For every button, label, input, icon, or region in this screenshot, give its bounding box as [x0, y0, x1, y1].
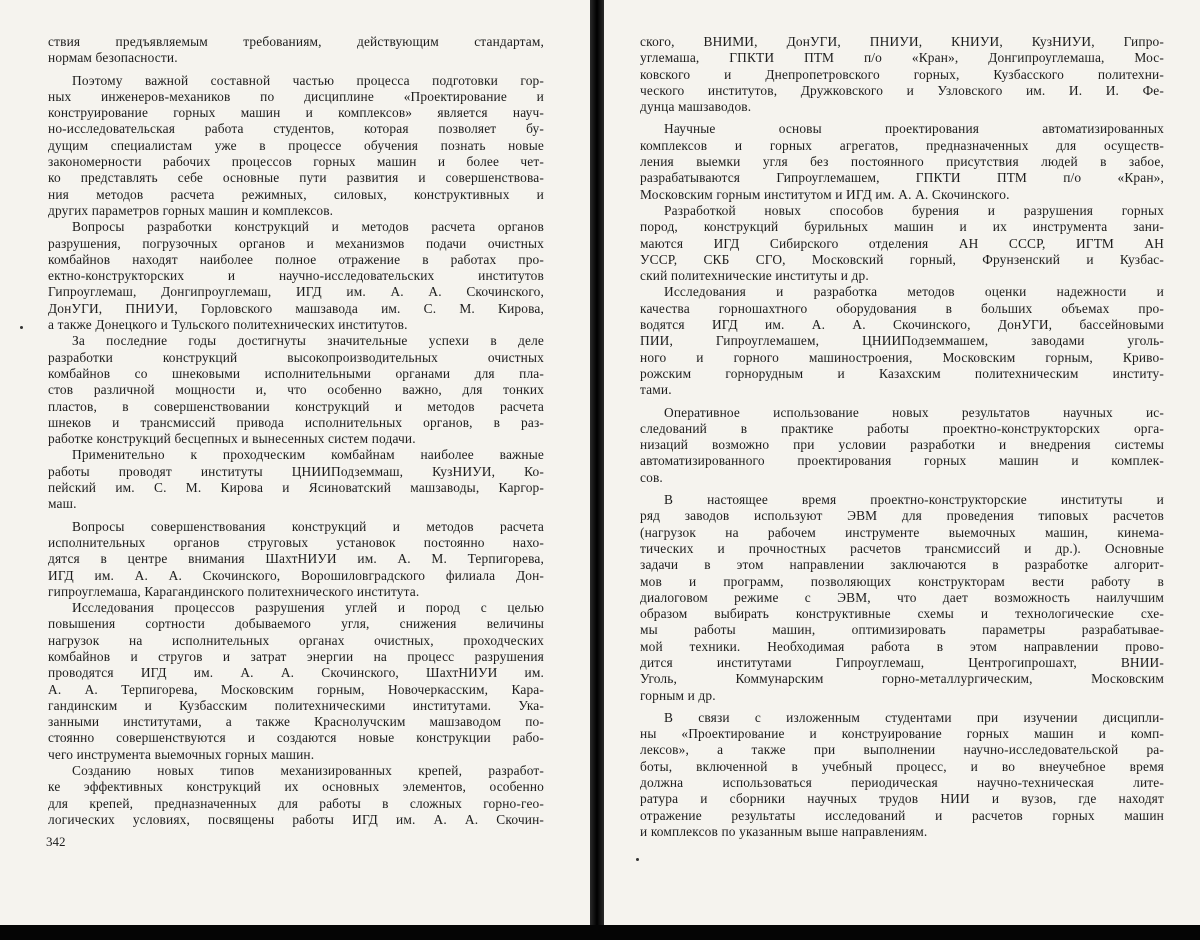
text-line: Оперативное использование новых результатов научных ис- — [664, 404, 1164, 420]
text-line: горным и др. — [640, 687, 716, 703]
text-line: Вопросы совершенствования конструкций и методов расчета — [72, 518, 544, 534]
text-line: мы работы машин, оптимизировать параметры разрабатывае- — [640, 622, 1164, 638]
scan-edge — [0, 925, 1200, 940]
text-line: ского, ВНИМИ, ДонУГИ, ПНИУИ, КНИУИ, КузНИУИ, Гипро- — [640, 34, 1164, 49]
text-line: работы проводят институты ЦНИИПодземмаш, КузНИУИ, Ко- — [48, 463, 544, 479]
text-line: комбайнов со шнековыми исполнительными органами для пла- — [48, 365, 544, 381]
text-line: ствия предъявляемым требованиям, действующим стандартам, — [48, 34, 544, 49]
text-line: гипроуглемаша, Карагандинского политехнического института. — [48, 583, 420, 599]
text-line: низаций возможно при условии разработки и внедрения системы — [640, 437, 1164, 453]
text-line: Исследования процессов разрушения углей и пород с целью — [72, 600, 544, 616]
text-line: дунца машзаводов. — [640, 99, 752, 115]
text-line: В связи с изложенным студентами при изучении дисципли- — [664, 709, 1164, 725]
text-line: За последние годы достигнуты значительные успехи в деле — [72, 333, 544, 349]
text-line: УССР, СКБ СГО, Московский горный, Фрунзенский и Кузбас- — [640, 251, 1164, 267]
left-page-text — [48, 34, 544, 828]
ink-speck — [636, 858, 639, 861]
text-line: ектно-конструкторских и научно-исследовательских институтов — [48, 268, 544, 284]
right-page-text — [640, 34, 1164, 840]
text-line: конструирование горных машин и комплексов» является науч- — [48, 105, 544, 121]
text-line: дущим специалистам уже в процессе обучения познать новые — [48, 137, 544, 153]
text-line: маш. — [48, 496, 77, 512]
text-line: ратура и сборники научных трудов НИИ и вузов, где находят — [640, 791, 1164, 807]
text-line: мов и программ, позволяющих конструкторам вести работу в — [640, 573, 1164, 589]
text-line: Созданию новых типов механизированных крепей, разработ- — [72, 763, 544, 779]
text-line: Гипроуглемаш, Донгипроуглемаш, ИГД им. А. А. Скочинского, — [48, 284, 544, 300]
text-line: ных инженеров-механиков по дисциплине «Проектирование и — [48, 88, 544, 104]
text-line: следований в практике работы проектно-конструкторских орга- — [640, 420, 1164, 436]
text-line: других параметров горных машин и комплексов. — [48, 202, 334, 218]
text-line: углемаша, ГПКТИ ПТМ п/о «Кран», Донгипроуглемаша, Мос- — [640, 50, 1164, 66]
text-line: Московским горным институтом и ИГД им. А. А. Скочинского. — [640, 186, 1010, 202]
text-line: логических условиях, посвящены работы ИГД им. А. А. Скочин- — [48, 811, 544, 827]
text-line: образом выбирать конструктивные схемы и технологические схе- — [640, 606, 1164, 622]
text-line: работке конструкций бесцепных и вынесенных систем подачи. — [48, 431, 416, 447]
text-line: Исследования и разработка методов оценки надежности и — [664, 284, 1164, 300]
text-line: тических и прочностных расчетов трансмиссий и др.). Основные — [640, 540, 1164, 556]
text-line: дится институтами Гипроуглемаш, Центрогипрошахт, ВНИИ- — [640, 654, 1164, 670]
text-line: рожским горнорудным и Казахским политехническим институ- — [640, 365, 1164, 381]
text-line: гандинским и Кузбасским политехническими институтами. Ука- — [48, 697, 544, 713]
text-line: но-исследовательская работа студентов, которая позволяет бу- — [48, 121, 544, 137]
text-line: исполнительных органов струговых установок постоянно нахо- — [48, 534, 544, 550]
text-line: диалоговом режиме с ЭВМ, что дает возможность наилучшим — [640, 589, 1164, 605]
text-line: чего инструмента выемочных горных машин. — [48, 746, 315, 762]
page-number: 342 — [46, 834, 66, 849]
text-line: водятся ИГД им. А. А. Скочинского, ДонУГИ, бассейновыми — [640, 317, 1164, 333]
text-line: Разработкой новых способов бурения и разрушения горных — [664, 202, 1164, 218]
text-line: Уголь, Коммунарским горно-металлургическим, Московским — [640, 671, 1164, 687]
text-line: повышения сортности добываемого угля, снижения величины — [48, 616, 544, 632]
text-line: ко представлять себе основные пути развития и совершенствова- — [48, 170, 544, 186]
left-page — [0, 0, 590, 925]
text-line: сов. — [640, 469, 663, 485]
text-line: комбайнов находят наиболее полное отражение в работах про- — [48, 251, 544, 267]
text-line: закономерности рабочих процессов горных машин и более чет- — [48, 154, 544, 170]
text-line: задачи в этом направлении заключаются в разработке алгорит- — [640, 557, 1164, 573]
text-line: маются ИГД Сибирского отделения АН СССР, ИГТМ АН — [640, 235, 1164, 251]
text-line: и комплексов по указанным выше направлениям. — [640, 823, 928, 839]
text-line: пород, конструкций бурильных машин и их инструмента зани- — [640, 219, 1164, 235]
text-line: ковского и Днепропетровского горных, Кузбасского политехни- — [640, 66, 1164, 82]
text-line: качества горношахтного оборудования в больших объемах про- — [640, 300, 1164, 316]
text-line: а также Донецкого и Тульского политехнических институтов. — [48, 317, 408, 333]
text-line: ния методов расчета режимных, силовых, конструктивных и — [48, 186, 544, 202]
text-line: комплексов и горных агрегатов, предназначенных для осуществ- — [640, 137, 1164, 153]
text-line: ления выемки угля без постоянного присутствия людей в забое, — [640, 154, 1164, 170]
text-line: ряд заводов используют ЭВМ для проведения типовых расчетов — [640, 508, 1164, 524]
text-line: ного и горного машиностроения, Московским горным, Криво- — [640, 349, 1164, 365]
text-line: Научные основы проектирования автоматизированных — [664, 121, 1164, 137]
text-line: лексов», а также при выполнении научно-исследовательской ра- — [640, 742, 1164, 758]
text-line: ДонУГИ, ПНИУИ, Горловского машзавода им. С. М. Кирова, — [48, 300, 544, 316]
text-line: ке эффективных конструкций их основных элементов, особенно — [48, 779, 544, 795]
text-line: В настоящее время проектно-конструкторские институты и — [664, 492, 1164, 508]
text-line: отражение результаты исследований и расчетов горных машин — [640, 807, 1164, 823]
right-page — [604, 0, 1200, 925]
text-line: ны «Проектирование и конструирование горных машин и комп- — [640, 726, 1164, 742]
text-line: ский политехнические институты и др. — [640, 268, 869, 284]
text-line: нагрузок на исполнительных органах очистных, проходческих — [48, 632, 544, 648]
text-line: тами. — [640, 382, 672, 398]
text-line: шнеков и трансмиссий привода исполнительных органов, в раз- — [48, 414, 544, 430]
text-line: нормам безопасности. — [48, 50, 178, 66]
text-line: автоматизированного проектирования горных машин и комплек- — [640, 453, 1164, 469]
text-line: Поэтому важной составной частью процесса подготовки гор- — [72, 72, 544, 88]
text-line: разрабатываются Гипроуглемашем, ГПКТИ ПТМ п/о «Кран», — [640, 170, 1164, 186]
text-line: ческого институтов, Дружковского и Узловского им. И. И. Фе- — [640, 82, 1164, 98]
text-line: ПИИ, Гипроуглемашем, ЦНИИПодземмашем, заводами уголь- — [640, 333, 1164, 349]
text-line: мой техники. Необходимая работа в этом направлении прово- — [640, 638, 1164, 654]
text-line: стов различной мощности и, что особенно важно, для тонких — [48, 382, 544, 398]
text-line: дятся в центре внимания ШахтНИУИ им. А. М. Терпигорева, — [48, 551, 544, 567]
book-gutter — [590, 0, 604, 940]
text-line: боты, включенной в учебный процесс, и во внеучебное время — [640, 758, 1164, 774]
text-line: разработки конструкций высокопроизводительных очистных — [48, 349, 544, 365]
text-line: Применительно к проходческим комбайнам наиболее важные — [72, 447, 544, 463]
text-line: для крепей, предназначенных для работы в сложных горно-гео- — [48, 795, 544, 811]
text-line: ИГД им. А. А. Скочинского, Ворошиловградского филиала Дон- — [48, 567, 544, 583]
text-line: Вопросы разработки конструкций и методов расчета органов — [72, 219, 544, 235]
text-line: должна использоваться периодическая научно-техническая лите- — [640, 775, 1164, 791]
text-line: А. А. Терпигорева, Московским горным, Новочеркасским, Кара- — [48, 681, 544, 697]
text-line: пластов, в совершенствовании конструкций и методов расчета — [48, 398, 544, 414]
text-line: занными институтами, а также Краснолучским машзаводом по- — [48, 714, 544, 730]
text-line: стоянно совершенствуются и создаются новые конструкции рабо- — [48, 730, 544, 746]
text-line: комбайнов и стругов и затрат энергии на процесс разрушения — [48, 648, 544, 664]
text-line: разрушения, погрузочных органов и механизмов подачи очистных — [48, 235, 544, 251]
text-line: (нагрузок на рабочем инструменте выемочных машин, кинема- — [640, 524, 1164, 540]
text-line: проводятся ИГД им. А. А. Скочинского, ШахтНИУИ им. — [48, 665, 544, 681]
text-line: пейский им. С. М. Кирова и Ясиноватский машзаводы, Каргор- — [48, 480, 544, 496]
ink-speck — [20, 326, 23, 329]
